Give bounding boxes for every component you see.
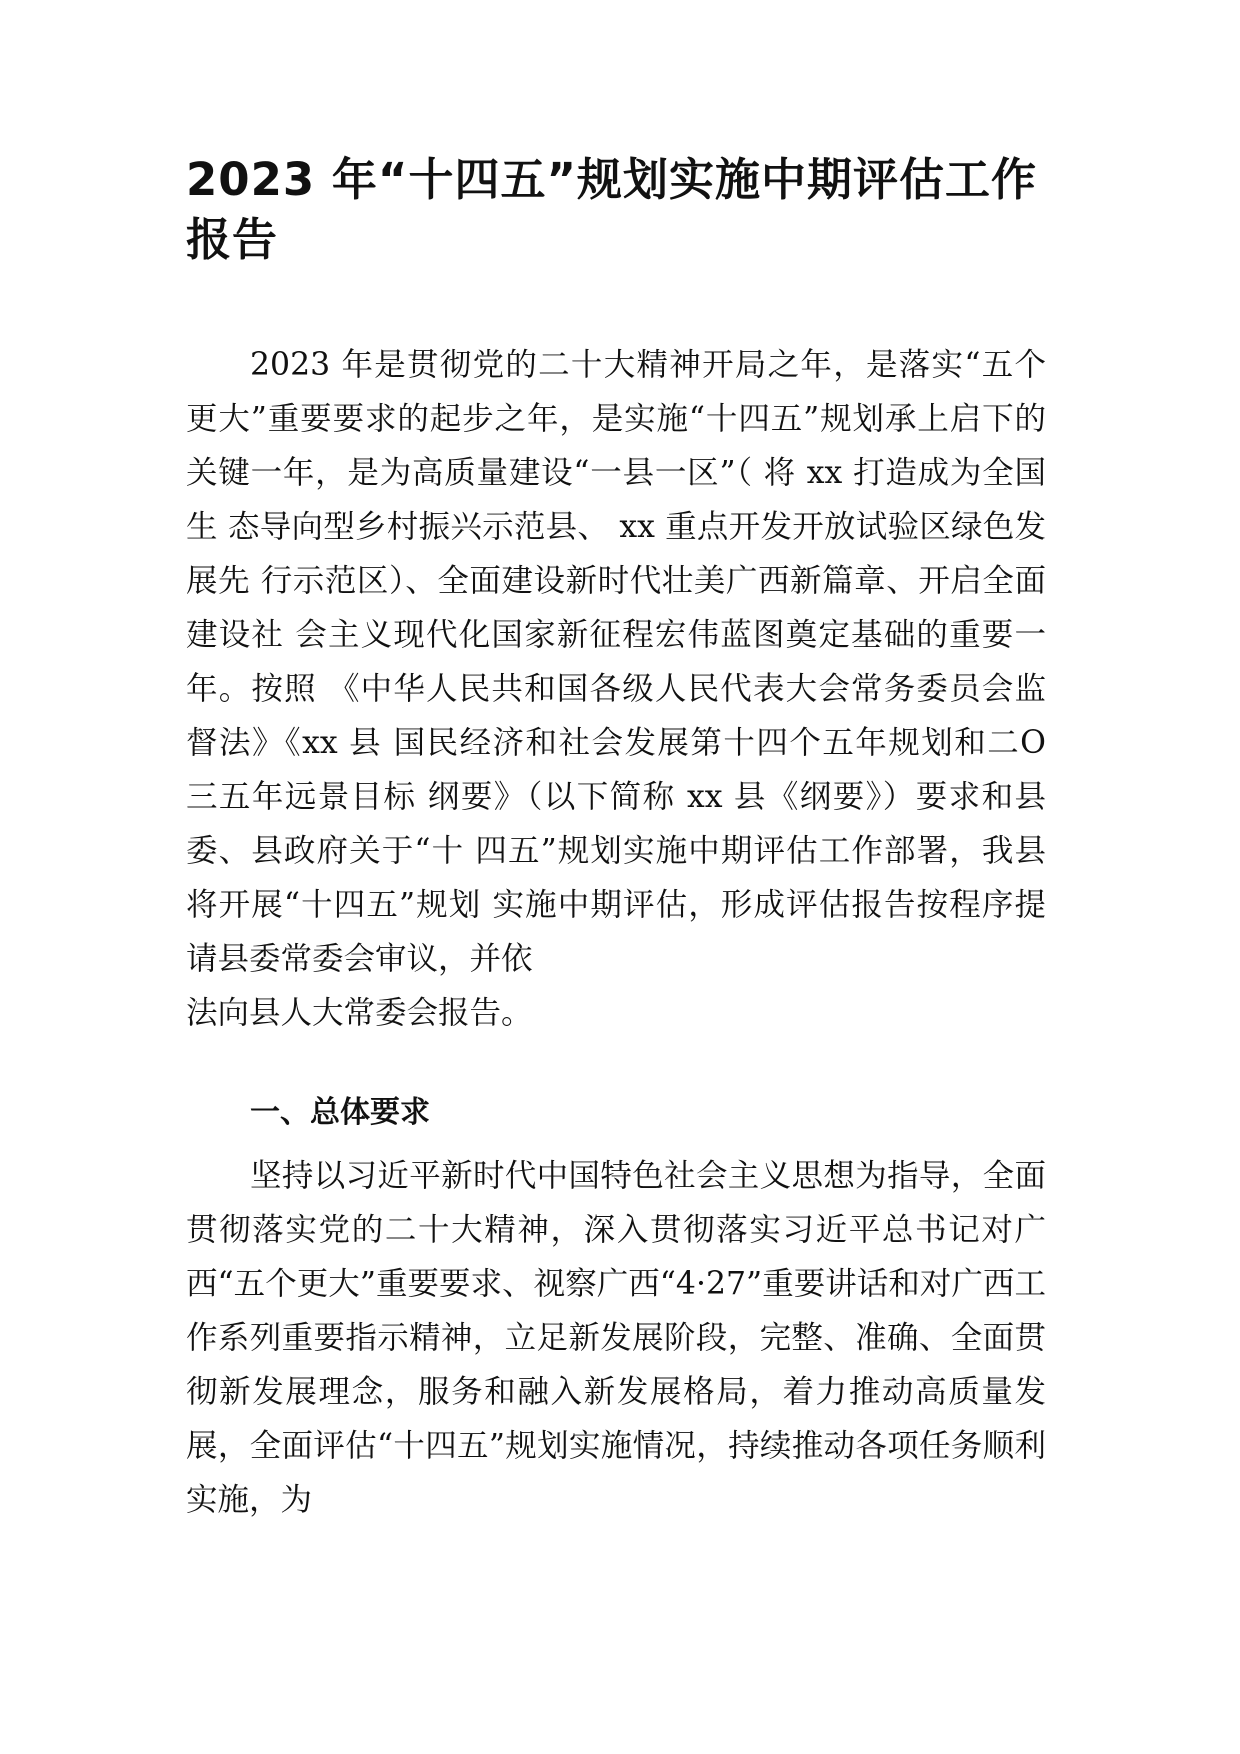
- overall-requirements-paragraph: 坚持以习近平新时代中国特色社会主义思想为指导，全面贯彻落实党的二十大精神，深入贯彻落实习近平总书记对广西“五个更大”重要要求、视察广西“4·27”重要讲话和对广西工作系列重要指示精神，立足新发展阶段，完整、准确、全面贯彻新发展理念，服务和融入新发展格局，着力推动高质量发展，全面评估“十四五”规划实施情况，持续推动各项任务顺利实施，为: [186, 1158, 1046, 1518]
- intro-paragraph-tail: 法向县人大常委会报告。: [186, 995, 533, 1031]
- section-heading-overall-requirements: 一、总体要求: [250, 1095, 430, 1130]
- overall-requirements-section: [186, 1149, 1046, 1527]
- intro-section: [186, 338, 1046, 1040]
- intro-paragraph: 2023 年是贯彻党的二十大精神开局之年，是落实“五个更大”重要要求的起步之年，是实施“十四五”规划承上启下的关键一年，是为高质量建设“一县一区”（ 将 xx 打造成为全国生 态导向型乡村振兴示范县、 xx 重点开发开放试验区绿色发展先 行示范区）、全面建设新时代壮美广西新篇章、开启全面建设社 会主义现代化国家新征程宏伟蓝图奠定基础的重要一年。按照 《中华人民共和国各级人民代表大会常务委员会监督法》《xx 县 国民经济和社会发展第十四个五年规划和二O 三五年远景目标 纲要》（以下简称 xx 县《纲要》）要求和县委、县政府关于“十 四五”规划实施中期评估工作部署，我县将开展“十四五”规划 实施中期评估，形成评估报告按程序提请县委常委会审议，并依: [186, 347, 1046, 977]
- document-title: 2023 年“十四五”规划实施中期评估工作报告: [186, 153, 1038, 266]
